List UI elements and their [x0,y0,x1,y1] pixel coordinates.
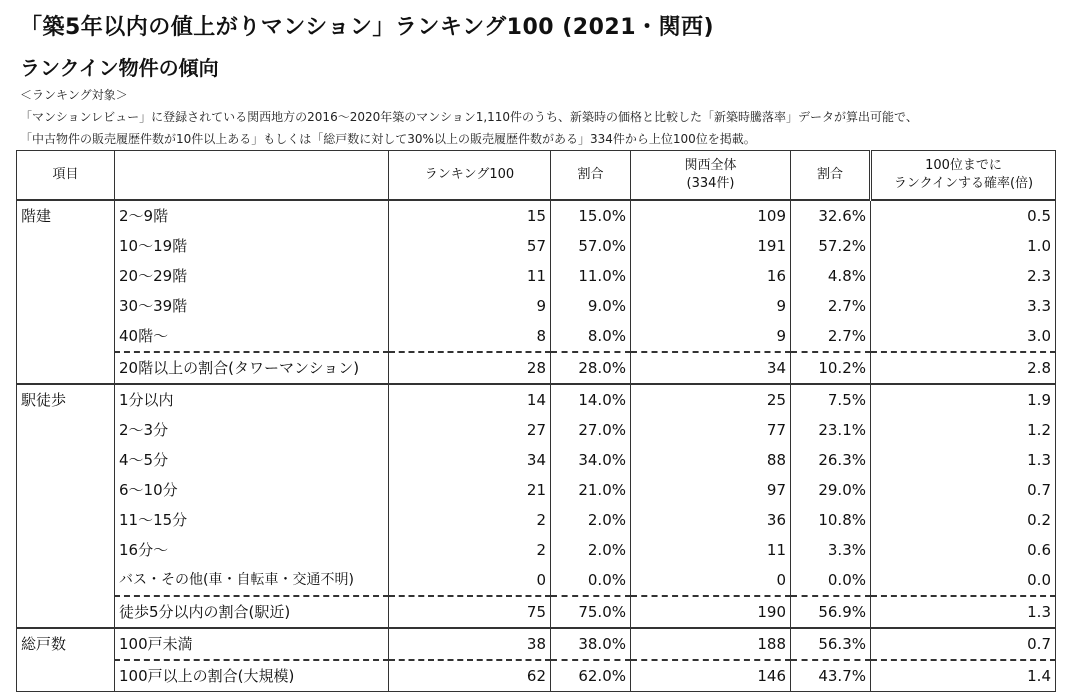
cell-pct1: 34.0% [551,445,631,475]
cell-pct2: 56.9% [791,596,871,628]
cell-kansai: 0 [631,565,791,596]
summary-row [17,660,1056,692]
col-ratio2: 割合 [791,151,871,201]
cell-prob: 0.0 [871,565,1056,596]
cell-kansai: 16 [631,261,791,291]
row-label: 1分以内 [115,384,389,415]
cell-pct1: 27.0% [551,415,631,445]
cell-pct1: 28.0% [551,352,631,384]
col-kansai [631,151,791,201]
cell-rank: 21 [389,475,551,505]
cell-pct1: 9.0% [551,291,631,321]
ranking-table [16,150,1056,692]
cell-rank: 8 [389,321,551,352]
table-row [17,384,1056,415]
cell-pct1: 8.0% [551,321,631,352]
cell-pct2: 10.2% [791,352,871,384]
table-row [17,535,1056,565]
col-prob [871,151,1056,201]
cell-pct2: 3.3% [791,535,871,565]
summary-row [17,352,1056,384]
cell-kansai: 188 [631,628,791,660]
table-row [17,231,1056,261]
cell-rank: 28 [389,352,551,384]
cell-pct2: 2.7% [791,291,871,321]
cell-pct2: 32.6% [791,200,871,231]
row-label: バス・その他(車・自転車・交通不明) [115,565,389,596]
cell-rank: 75 [389,596,551,628]
cell-kansai: 146 [631,660,791,692]
cell-kansai: 9 [631,321,791,352]
cell-kansai: 11 [631,535,791,565]
cell-prob: 0.6 [871,535,1056,565]
cell-rank: 14 [389,384,551,415]
cell-kansai: 88 [631,445,791,475]
table-row [17,475,1056,505]
group-label-floors: 階建 [17,200,115,384]
col-prob-line1: 100位までに [925,158,1002,173]
cell-prob: 1.0 [871,231,1056,261]
group-label-walk: 駅徒歩 [17,384,115,628]
cell-prob: 1.2 [871,415,1056,445]
cell-prob: 0.5 [871,200,1056,231]
cell-kansai: 25 [631,384,791,415]
note-line-1: 「マンションレビュー」に登録されている関西地方の2016～2020年築のマンション1,110件のうち、新築時の価格と比較した「新築時騰落率」データが算出可能で、 [20,110,918,124]
cell-pct2: 7.5% [791,384,871,415]
table-row [17,565,1056,596]
cell-rank: 9 [389,291,551,321]
cell-rank: 38 [389,628,551,660]
table-row [17,415,1056,445]
cell-pct1: 62.0% [551,660,631,692]
cell-pct1: 15.0% [551,200,631,231]
cell-kansai: 97 [631,475,791,505]
col-kansai-line1: 関西全体 [684,158,737,173]
table-row [17,291,1056,321]
cell-rank: 62 [389,660,551,692]
row-label: 30～39階 [115,291,389,321]
cell-prob: 1.9 [871,384,1056,415]
cell-rank: 15 [389,200,551,231]
cell-pct1: 11.0% [551,261,631,291]
cell-prob: 1.3 [871,596,1056,628]
table-row [17,445,1056,475]
row-label: 10～19階 [115,231,389,261]
cell-prob: 0.7 [871,475,1056,505]
cell-rank: 2 [389,505,551,535]
row-label: 2～9階 [115,200,389,231]
row-label: 11～15分 [115,505,389,535]
summary-label: 徒歩5分以内の割合(駅近) [115,596,389,628]
row-label: 40階～ [115,321,389,352]
cell-rank: 0 [389,565,551,596]
row-label: 6～10分 [115,475,389,505]
cell-kansai: 191 [631,231,791,261]
cell-pct1: 2.0% [551,505,631,535]
summary-row [17,596,1056,628]
row-label: 20～29階 [115,261,389,291]
cell-kansai: 190 [631,596,791,628]
cell-prob: 3.0 [871,321,1056,352]
row-label: 16分～ [115,535,389,565]
table-row [17,200,1056,231]
cell-pct2: 23.1% [791,415,871,445]
cell-pct2: 56.3% [791,628,871,660]
cell-prob: 0.7 [871,628,1056,660]
cell-pct1: 0.0% [551,565,631,596]
col-kansai-line2: (334件) [686,176,735,191]
cell-pct1: 75.0% [551,596,631,628]
summary-label: 100戸以上の割合(大規模) [115,660,389,692]
note-line-2: 「中古物件の販売履歴件数が10件以上ある」もしくは「総戸数に対して30%以上の販売履歴件数がある」334件から上位100位を掲載。 [20,132,756,146]
row-label: 100戸未満 [115,628,389,660]
cell-pct1: 14.0% [551,384,631,415]
cell-kansai: 9 [631,291,791,321]
cell-kansai: 77 [631,415,791,445]
cell-kansai: 109 [631,200,791,231]
col-ratio1: 割合 [551,151,631,201]
cell-pct1: 38.0% [551,628,631,660]
cell-prob: 0.2 [871,505,1056,535]
cell-rank: 2 [389,535,551,565]
col-prob-line2: ランクインする確率(倍) [893,176,1034,191]
cell-rank: 27 [389,415,551,445]
summary-label: 20階以上の割合(タワーマンション) [115,352,389,384]
cell-rank: 34 [389,445,551,475]
cell-rank: 11 [389,261,551,291]
cell-prob: 2.8 [871,352,1056,384]
cell-kansai: 36 [631,505,791,535]
header-row [17,151,1056,201]
cell-pct2: 57.2% [791,231,871,261]
cell-pct2: 43.7% [791,660,871,692]
col-blank [115,151,389,201]
col-item: 項目 [17,151,115,201]
cell-pct2: 29.0% [791,475,871,505]
cell-pct1: 57.0% [551,231,631,261]
cell-pct2: 10.8% [791,505,871,535]
page-title: 「築5年以内の値上がりマンション」ランキング100 (2021・関西) [20,15,715,40]
cell-prob: 1.4 [871,660,1056,692]
table-row [17,628,1056,660]
cell-kansai: 34 [631,352,791,384]
cell-prob: 2.3 [871,261,1056,291]
table-row [17,261,1056,291]
cell-pct2: 2.7% [791,321,871,352]
cell-prob: 3.3 [871,291,1056,321]
page-subtitle: ランクイン物件の傾向 [20,56,219,80]
col-ranking: ランキング100 [389,151,551,201]
table-row [17,321,1056,352]
cell-pct1: 2.0% [551,535,631,565]
cell-rank: 57 [389,231,551,261]
cell-pct2: 4.8% [791,261,871,291]
cell-prob: 1.3 [871,445,1056,475]
cell-pct1: 21.0% [551,475,631,505]
group-label-units: 総戸数 [17,628,115,692]
row-label: 4～5分 [115,445,389,475]
table-row [17,505,1056,535]
note-label: ＜ランキング対象＞ [20,88,128,102]
cell-pct2: 26.3% [791,445,871,475]
row-label: 2～3分 [115,415,389,445]
cell-pct2: 0.0% [791,565,871,596]
